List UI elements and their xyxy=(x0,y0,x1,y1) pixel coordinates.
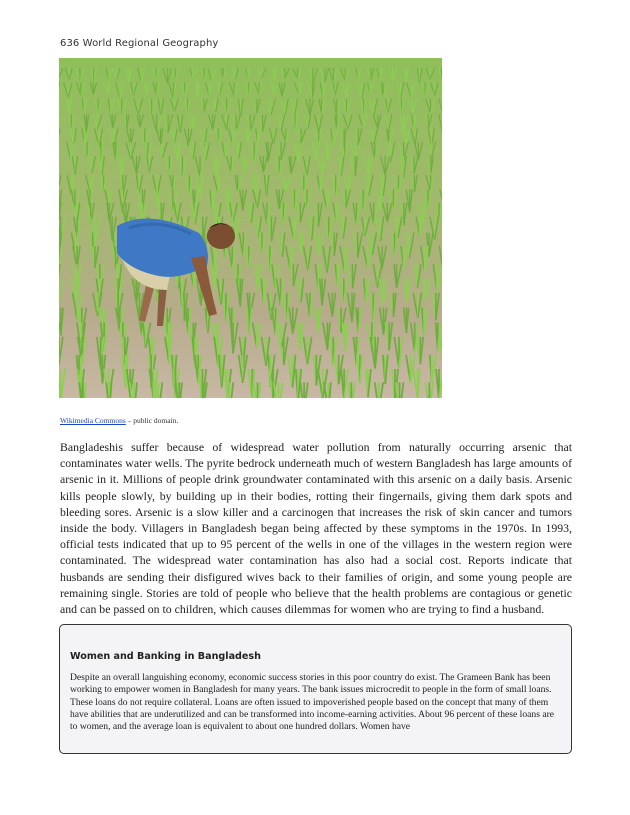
callout-box xyxy=(59,624,572,754)
field-background xyxy=(59,58,442,398)
photo-rice-farmer-icon xyxy=(59,58,442,398)
callout-text: Despite an overall languishing economy, economic success stories in this poor country do exist. The Grameen Bank has been working to empower women in Bangladesh for many years. The bank issues microcredit to people in the form of small loans. These loans do not require collateral. Loans are often issued to impoverished people based on the concept that many of them have abilities that are underutilized and can be transformed into income-earning activities. About 96 percent of these loans are to women, and the average loan is equivalent to about one hundred dollars. Women have xyxy=(70,672,555,733)
callout-title: Women and Banking in Bangladesh xyxy=(70,651,261,662)
rice-field-illustration xyxy=(59,58,442,398)
caption-source-link[interactable]: Wikimedia Commons xyxy=(60,416,126,425)
caption-license-text: – public domain. xyxy=(125,416,179,425)
running-header: 636 World Regional Geography xyxy=(60,38,219,49)
body-paragraph: Bangladeshis suffer because of widespread water pollution from naturally occurring arsenic that contaminates water wells. The pyrite bedrock underneath much of western Bangladesh has large amounts of arsenic in it. Millions of people drink groundwater contaminated with this arsenic on a daily basis. Arsenic kills people slowly, by building up in their bodies, rotting their fingernails, giving them dark spots and bleeding sores. Arsenic is a slow killer and a carcinogen that increases the risk of skin cancer and tumors inside the body. Villagers in Bangladesh began being affected by these symptoms in the 1970s. In 1993, official tests indicated that up to 95 percent of the wells in one of the villages in the western region were contaminated. The widespread water contamination has also had a social cost. Reports indicate that husbands are sending their disfigured wives back to their families of origin, and some young people are remaining single. Stories are told of people who believe that the health problems are contagious or genetic and can be passed on to children, which causes dilemmas for women who are trying to find a husband. xyxy=(60,440,572,617)
figure-caption xyxy=(60,416,178,425)
